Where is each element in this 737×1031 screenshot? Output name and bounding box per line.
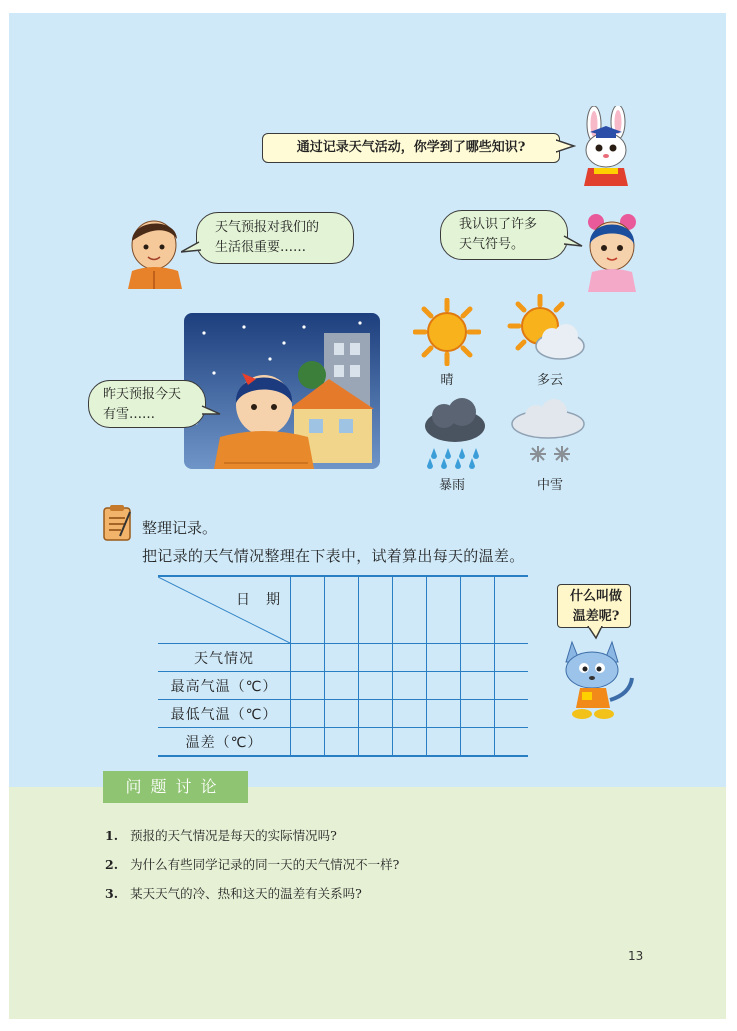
table-cell[interactable] (325, 644, 359, 672)
table-cell[interactable] (427, 700, 461, 728)
table-cell[interactable] (393, 672, 427, 700)
table-cell[interactable] (427, 672, 461, 700)
snow-girl-speech-line-2: 有雪…… (103, 407, 156, 422)
question-text: 某天天气的冷、热和这天的温差有关系吗? (130, 886, 362, 901)
table-cell[interactable] (461, 576, 495, 644)
row-label-temp-diff: 温差（℃） (158, 728, 291, 757)
question-number: 2. (105, 857, 119, 872)
table-cell[interactable] (495, 728, 529, 757)
girl-speech-bubble (440, 210, 568, 260)
activity-instruction: 把记录的天气情况整理在下表中，试着算出每天的温差。 (142, 547, 525, 565)
table-cell[interactable] (393, 644, 427, 672)
page-number: 13 (628, 949, 644, 963)
table-cell[interactable] (427, 644, 461, 672)
table-cell[interactable] (495, 576, 529, 644)
rabbit-speech-bubble (262, 133, 560, 163)
diagonal-divider (158, 577, 290, 643)
discussion-question-1 (105, 826, 337, 844)
table-header-row (158, 576, 528, 644)
partly-cloudy-label: 多云 (536, 373, 563, 388)
record-clipboard-icon (100, 502, 138, 544)
moderate-snow-icon (508, 398, 588, 468)
boy-character-icon (124, 213, 186, 289)
moderate-snow-label: 中雪 (536, 478, 563, 493)
table-cell[interactable] (359, 700, 393, 728)
cat-speech-bubble (557, 584, 631, 628)
table-cell[interactable] (359, 576, 393, 644)
row-label-min-temp: 最低气温（℃） (158, 700, 291, 728)
table-row (158, 672, 528, 700)
table-cell[interactable] (325, 576, 359, 644)
sun-icon (413, 298, 481, 366)
table-row (158, 700, 528, 728)
table-cell[interactable] (427, 728, 461, 757)
discussion-question-2 (105, 855, 399, 873)
boy-bubble-tail (181, 240, 203, 256)
table-cell[interactable] (291, 672, 325, 700)
partly-cloudy-icon (504, 294, 590, 364)
snow-girl-speech-bubble (88, 380, 206, 428)
table-cell[interactable] (325, 728, 359, 757)
rainstorm-icon (422, 398, 488, 470)
table-cell[interactable] (393, 576, 427, 644)
activity-title: 整理记录。 (142, 519, 218, 537)
date-header-cell (158, 576, 291, 644)
rabbit-speech-text: 通过记录天气活动，你学到了哪些知识? (296, 140, 526, 155)
weather-record-table (158, 575, 528, 757)
table-cell[interactable] (461, 700, 495, 728)
table-cell[interactable] (461, 728, 495, 757)
table-cell[interactable] (495, 672, 529, 700)
discussion-question-3 (105, 884, 362, 902)
girl-bubble-tail (562, 234, 584, 250)
table-row (158, 728, 528, 757)
table-cell[interactable] (495, 700, 529, 728)
question-text: 为什么有些同学记录的同一天的天气情况不一样? (130, 857, 400, 872)
boy-speech-line-1: 天气预报对我们的 (215, 220, 320, 235)
snow-girl-bubble-tail (200, 404, 222, 418)
table-cell[interactable] (325, 672, 359, 700)
table-cell[interactable] (461, 672, 495, 700)
table-row (158, 644, 528, 672)
rabbit-mascot-icon (572, 106, 642, 190)
boy-speech-line-2: 生活很重要…… (215, 240, 307, 255)
table-cell[interactable] (291, 576, 325, 644)
table-cell[interactable] (495, 644, 529, 672)
table-cell[interactable] (359, 644, 393, 672)
date-header-label: 日 期 (236, 592, 281, 608)
table-cell[interactable] (359, 672, 393, 700)
girl-character-icon (582, 210, 642, 292)
rainstorm-label: 暴雨 (438, 478, 465, 493)
question-number: 3. (105, 886, 119, 901)
row-label-max-temp: 最高气温（℃） (158, 672, 291, 700)
cat-speech-line-1: 什么叫做 (569, 589, 622, 604)
question-number: 1. (105, 828, 119, 843)
table-cell[interactable] (461, 644, 495, 672)
girl-speech-line-1: 我认识了许多 (459, 217, 538, 232)
question-text: 预报的天气情况是每天的实际情况吗? (130, 828, 337, 843)
table-cell[interactable] (359, 728, 393, 757)
table-cell[interactable] (393, 700, 427, 728)
discussion-header: 问题讨论 (103, 771, 248, 803)
table-cell[interactable] (393, 728, 427, 757)
table-cell[interactable] (291, 728, 325, 757)
boy-speech-bubble (196, 212, 354, 264)
bottom-panel (9, 787, 726, 1019)
snow-scene-illustration (184, 313, 380, 469)
cat-speech-line-2: 温差呢? (572, 609, 620, 624)
table-cell[interactable] (291, 700, 325, 728)
table-cell[interactable] (325, 700, 359, 728)
girl-speech-line-2: 天气符号。 (459, 237, 525, 252)
snow-girl-speech-line-1: 昨天预报今天 (103, 387, 182, 402)
cat-mascot-icon (560, 638, 638, 722)
sunny-label: 晴 (440, 373, 454, 388)
table-cell[interactable] (427, 576, 461, 644)
row-label-weather: 天气情况 (158, 644, 291, 672)
table-cell[interactable] (291, 644, 325, 672)
